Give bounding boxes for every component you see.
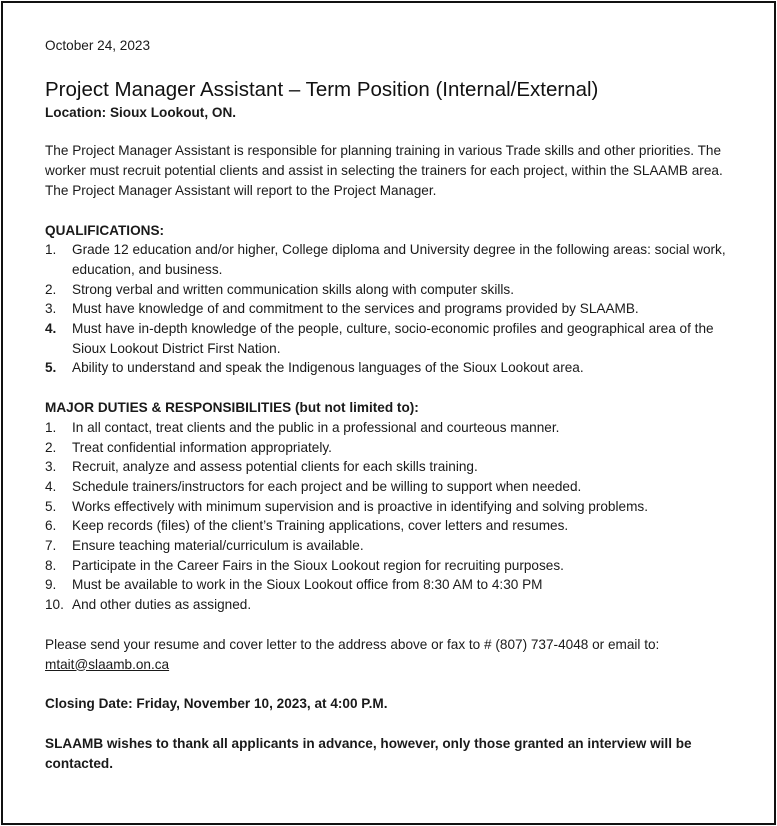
list-text: Works effectively with minimum supervision and is proactive in identifying and solving problems. xyxy=(72,498,648,514)
list-number: 5. xyxy=(45,498,57,514)
list-number: 3. xyxy=(45,301,57,317)
list-number: 6. xyxy=(45,518,57,534)
list-text: Ensure teaching material/curriculum is available. xyxy=(72,538,364,554)
list-item xyxy=(45,418,735,438)
list-text: And other duties as assigned. xyxy=(72,597,252,613)
job-title: Project Manager Assistant – Term Position (Internal/External) xyxy=(45,77,599,101)
list-item xyxy=(45,280,735,300)
list-text: Must be available to work in the Sioux Lookout office from 8:30 AM to 4:30 PM xyxy=(72,577,543,593)
list-number: 9. xyxy=(45,577,57,593)
list-item xyxy=(45,299,735,319)
list-item xyxy=(45,240,735,279)
job-location: Location: Sioux Lookout, ON. xyxy=(45,104,237,120)
list-item xyxy=(45,457,735,477)
list-number: 8. xyxy=(45,557,57,573)
contact-text: Please send your resume and cover letter to the address above or fax to # (807) 737-4048 or email to: xyxy=(45,636,660,652)
closing-date: Closing Date: Friday, November 10, 2023, at 4:00 P.M. xyxy=(45,696,388,712)
list-text: Grade 12 education and/or higher, College diploma and University degree in the following areas: social work, education, and business. xyxy=(72,242,726,277)
job-description: The Project Manager Assistant is responsible for planning training in various Trade skills and other priorities. The worker must recruit potential clients and assist in selecting the trainers for each project, within the SLAAMB area. The Project Manager Assistant will report to the Project Manager. xyxy=(45,143,723,198)
list-item xyxy=(45,477,735,497)
list-number: 7. xyxy=(45,538,57,554)
list-number: 2. xyxy=(45,281,57,297)
list-text: Recruit, analyze and assess potential clients for each skills training. xyxy=(72,459,478,475)
list-text: Strong verbal and written communication skills along with computer skills. xyxy=(72,281,514,297)
list-item xyxy=(45,319,735,358)
list-item xyxy=(45,575,735,595)
document-page xyxy=(1,1,776,825)
list-text: In all contact, treat clients and the public in a professional and courteous manner. xyxy=(72,419,560,435)
duties-list xyxy=(45,418,735,615)
email-link[interactable]: mtait@slaamb.on.ca xyxy=(45,656,170,672)
document-body xyxy=(45,36,735,773)
contact-instructions xyxy=(45,635,735,674)
list-number: 4. xyxy=(45,478,57,494)
duties-heading: MAJOR DUTIES & RESPONSIBILITIES (but not limited to): xyxy=(45,400,419,416)
list-text: Keep records (files) of the client’s Training applications, cover letters and resumes. xyxy=(72,518,569,534)
list-number: 2. xyxy=(45,439,57,455)
list-number: 4. xyxy=(45,321,57,337)
list-item xyxy=(45,516,735,536)
thank-you-note: SLAAMB wishes to thank all applicants in advance, however, only those granted an interview will be contacted. xyxy=(45,735,692,771)
list-item xyxy=(45,595,735,615)
list-number: 10. xyxy=(45,597,64,613)
posting-date: October 24, 2023 xyxy=(45,38,151,53)
list-text: Treat confidential information appropriately. xyxy=(72,439,332,455)
list-number: 1. xyxy=(45,242,57,258)
list-text: Participate in the Career Fairs in the Sioux Lookout region for recruiting purposes. xyxy=(72,557,564,573)
list-number: 3. xyxy=(45,459,57,475)
list-item xyxy=(45,438,735,458)
list-text: Must have knowledge of and commitment to the services and programs provided by SLAAMB. xyxy=(72,301,639,317)
list-text: Schedule trainers/instructors for each project and be willing to support when needed. xyxy=(72,478,582,494)
qualifications-heading: QUALIFICATIONS: xyxy=(45,222,165,238)
list-text: Must have in-depth knowledge of the people, culture, socio-economic profiles and geographical area of the Sioux Lookout District First Nation. xyxy=(72,321,714,356)
list-item xyxy=(45,497,735,517)
list-number: 1. xyxy=(45,419,57,435)
list-item xyxy=(45,358,735,378)
list-number: 5. xyxy=(45,360,57,376)
qualifications-list xyxy=(45,240,735,378)
list-item xyxy=(45,556,735,576)
list-item xyxy=(45,536,735,556)
list-text: Ability to understand and speak the Indigenous languages of the Sioux Lookout area. xyxy=(72,360,584,376)
